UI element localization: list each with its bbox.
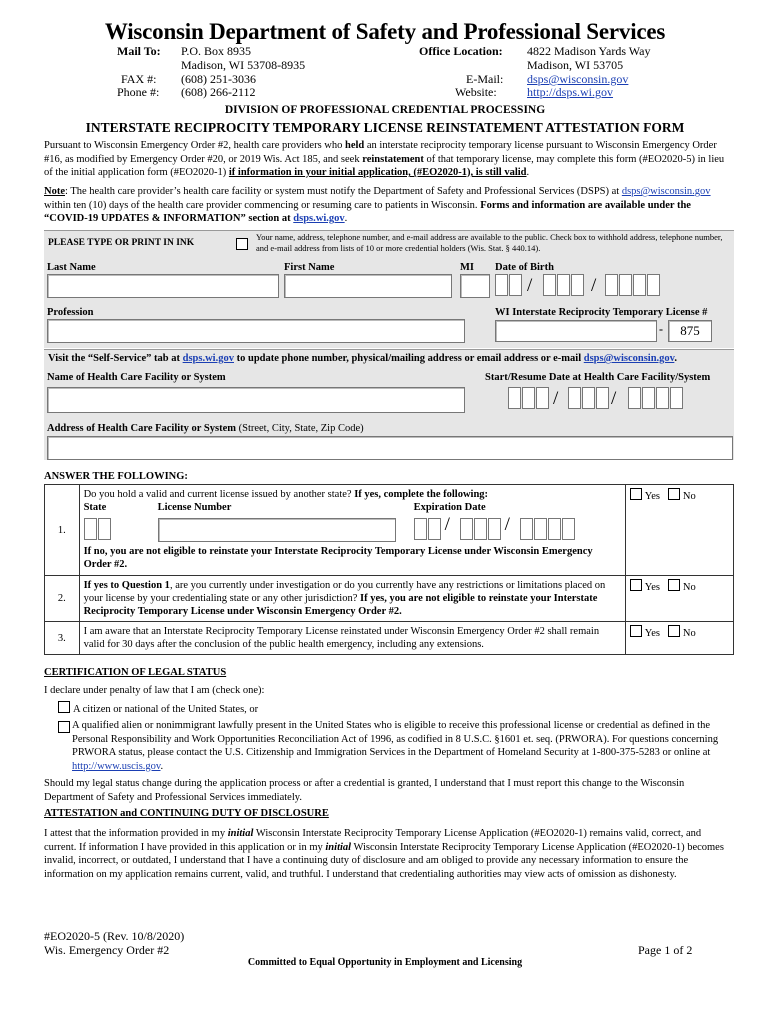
q3-text: I am aware that an Interstate Reciprocity Temporary License reinstated under Wisconsin Emergency Order #2 shall remain valid for 30 days after the conclusion of the public health emergency, including any extensions. (79, 622, 625, 655)
q1-number: 1. (45, 485, 80, 576)
email-link[interactable]: dsps@wisconsin.gov (527, 72, 629, 86)
uscis-link[interactable]: http://www.uscis.gov (72, 760, 161, 772)
note-dsps-link[interactable]: dsps.wi.gov (293, 213, 345, 224)
note-paragraph: Note: The health care provider’s health care facility or system must notify the Department of Safety and Professional Services (DSPS) at dsps@wisconsin.gov within ten (10) days of the health care provider commencing or resuming care to patients in Wisconsin. Forms and information are available under the “COVID-19 UPDATES & INFORMATION” section at dsps.wi.gov. (44, 186, 711, 224)
license-dash: - (659, 322, 663, 336)
dob-label: Date of Birth (495, 262, 554, 273)
q1-yes-checkbox[interactable] (630, 488, 642, 500)
q2-yes-checkbox[interactable] (630, 579, 642, 591)
q2-answer (625, 576, 733, 622)
mail-to-label: Mail To: (117, 44, 161, 58)
q1-license-input[interactable] (158, 518, 396, 542)
first-name-label: First Name (284, 262, 335, 273)
q1-text: Do you hold a valid and current license issued by another state? If yes, complete the following: State License Number Expiration Date / / If no, you are not eligible to reinstate your Interstate Reciprocity Temporary License under Wisconsin Emergency Order #2. (79, 485, 625, 576)
attestation-text: I attest that the information provided in my initial Wisconsin Interstate Reciprocity Temporary License Application (#EO2020-1) remains valid, correct, and current. If information I have provided in this application or in my initial Wisconsin Interstate Reciprocity Temporary License Application (#EO2020-1) becomes invalid, incorrect, or outdated, I understand that I have a continuing duty of disclosure and am obliged to provide any necessary information to ensure the information on my application remains current, valid, and truthful. I understand that credentialing authorities may view acts of omission as dishonesty. (44, 828, 724, 880)
facility-address-input[interactable] (47, 436, 733, 460)
q1-state-label: State (83, 502, 107, 513)
q3-no-option[interactable]: No (668, 628, 696, 639)
print-label: PLEASE TYPE OR PRINT IN INK (48, 238, 195, 248)
q2-text: If yes to Question 1, are you currently under investigation or do you currently have any restrictions or limitations placed on your license by your credentialing state or any other jurisdiction? If yes, you are not eligible to reinstate your Interstate Reciprocity Temporary License under Wisconsin Emergency Order #2. (79, 576, 625, 622)
agency-title: Wisconsin Department of Safety and Professional Services (104, 19, 666, 44)
fax-label: FAX #: (121, 72, 157, 86)
q3-no-checkbox[interactable] (668, 625, 680, 637)
intro-paragraph: Pursuant to Wisconsin Emergency Order #2, health care providers who held an interstate reciprocity temporary license pursuant to Wisconsin Emergency Order #16, as modified by Emergency Order #20, or 2019 Wis. Act 185, and seek reinstatement of that temporary license, may complete this form (#EO2020-5) in lieu of the initial application form (#EO2020-1) if information in your initial application, (#EO2020-1), is still valid. (44, 140, 725, 178)
license-suffix: 875 (668, 320, 712, 342)
alien-checkbox-wrap[interactable] (58, 721, 70, 733)
fax-number: (608) 251-3036 (181, 72, 256, 86)
q3-yes-option[interactable]: Yes (630, 628, 660, 639)
emergency-order: Wis. Emergency Order #2 (44, 943, 170, 957)
website-label: Website: (455, 85, 497, 99)
facility-name-input[interactable] (47, 387, 465, 413)
phone-number: (608) 266-2112 (181, 85, 256, 99)
self-service-bar: Visit the “Self-Service” tab at dsps.wi.gov to update phone number, physical/mailing address or email address or e-mail dsps@wisconsin.gov. (44, 349, 734, 369)
q2-no-checkbox[interactable] (668, 579, 680, 591)
profession-label: Profession (47, 307, 94, 318)
q1-yes-option[interactable]: Yes (630, 491, 660, 502)
start-date-input[interactable]: / / (508, 387, 708, 411)
q1-answer (625, 485, 733, 576)
website-link[interactable]: http://dsps.wi.gov (527, 85, 614, 99)
alien-option-text: A qualified alien or nonimmigrant lawfully present in the United States who is eligible to receive this professional license or credential as defined in the Personal Responsibility and Work Opportunities Reconciliation Act of 1996, as codified in 8 U.S.C. §1601 et. seq. (PRWORA). For questions concerning PRWORA status, please contact the U.S. Citizenship and Immigration Services in the Department of Homeland Security at 1-800-375-5283 or online at http://www.uscis.gov. (72, 720, 719, 772)
last-name-input[interactable] (47, 274, 279, 298)
mail-line1: P.O. Box 8935 (181, 44, 252, 58)
attestation-heading: ATTESTATION and CONTINUING DUTY OF DISCLOSURE (44, 808, 329, 819)
q1-expiration-label: Expiration Date (413, 502, 486, 513)
note-email-link[interactable]: dsps@wisconsin.gov (621, 186, 711, 197)
office-label: Office Location: (419, 44, 503, 58)
form-number: #EO2020-5 (Rev. 10/8/2020) (44, 929, 185, 943)
phone-label: Phone #: (117, 85, 160, 99)
q1-expiration-input[interactable]: / / (414, 518, 614, 542)
q1-no-option[interactable]: No (668, 491, 696, 502)
last-name-label: Last Name (47, 262, 96, 273)
q1-no-text: If no, you are not eligible to reinstate your Interstate Reciprocity Temporary License under Wisconsin Emergency Order #2. (83, 546, 593, 570)
start-date-label: Start/Resume Date at Health Care Facility/System (485, 372, 711, 383)
withhold-notice: Your name, address, telephone number, and e-mail address are available to the public. Check box to withhold address, telephone number, and e-mail address from lists of 10 or more credential holders (Wis. Stat. § 440.14). (256, 232, 723, 253)
q3-yes-checkbox[interactable] (630, 625, 642, 637)
certification-declare: I declare under penalty of law that I am (check one): (44, 685, 265, 696)
mail-line2: Madison, WI 53708-8935 (181, 58, 306, 72)
mi-label: MI (460, 262, 474, 273)
q3-answer (625, 622, 733, 655)
facility-name-label: Name of Health Care Facility or System (47, 372, 226, 383)
profession-input[interactable] (47, 319, 465, 343)
mi-input[interactable] (460, 274, 490, 298)
q1-license-label: License Number (157, 502, 232, 513)
dob-input[interactable]: / / (495, 274, 695, 298)
q1-state-input[interactable] (84, 518, 124, 542)
office-line1: 4822 Madison Yards Way (527, 44, 651, 58)
alien-checkbox[interactable] (58, 721, 70, 733)
status-change-text: Should my legal status change during the application process or after a credential is granted, I understand that I must report this change to the Wisconsin Department of Safety and Professional Services immediately. (44, 778, 685, 803)
q2-yes-option[interactable]: Yes (630, 582, 660, 593)
page-number: Page 1 of 2 (638, 943, 693, 957)
license-number-input[interactable] (495, 320, 657, 342)
self-service-email-link[interactable]: dsps@wisconsin.gov (583, 353, 675, 364)
first-name-input[interactable] (284, 274, 452, 298)
office-line2: Madison, WI 53705 (527, 58, 624, 72)
q3-number: 3. (45, 622, 80, 655)
citizen-checkbox[interactable] (58, 701, 70, 713)
q2-number: 2. (45, 576, 80, 622)
q1-no-checkbox[interactable] (668, 488, 680, 500)
eeo-statement: Committed to Equal Opportunity in Employment and Licensing (247, 957, 523, 968)
form-title: INTERSTATE RECIPROCITY TEMPORARY LICENSE REINSTATEMENT ATTESTATION FORM (85, 120, 685, 135)
citizen-option[interactable]: A citizen or national of the United States, or (58, 701, 258, 717)
q2-no-option[interactable]: No (668, 582, 696, 593)
email-label: E-Mail: (466, 72, 504, 86)
certification-heading: CERTIFICATION OF LEGAL STATUS (44, 667, 227, 678)
license-label: WI Interstate Reciprocity Temporary License # (495, 307, 708, 318)
facility-address-label: Address of Health Care Facility or System (Street, City, State, Zip Code) (47, 423, 364, 434)
withhold-checkbox[interactable] (236, 238, 248, 250)
questions-heading: ANSWER THE FOLLOWING: (44, 471, 188, 482)
questions-table (44, 484, 734, 655)
division-title: DIVISION OF PROFESSIONAL CREDENTIAL PROCESSING (224, 104, 546, 116)
self-service-link[interactable]: dsps.wi.gov (182, 353, 234, 364)
